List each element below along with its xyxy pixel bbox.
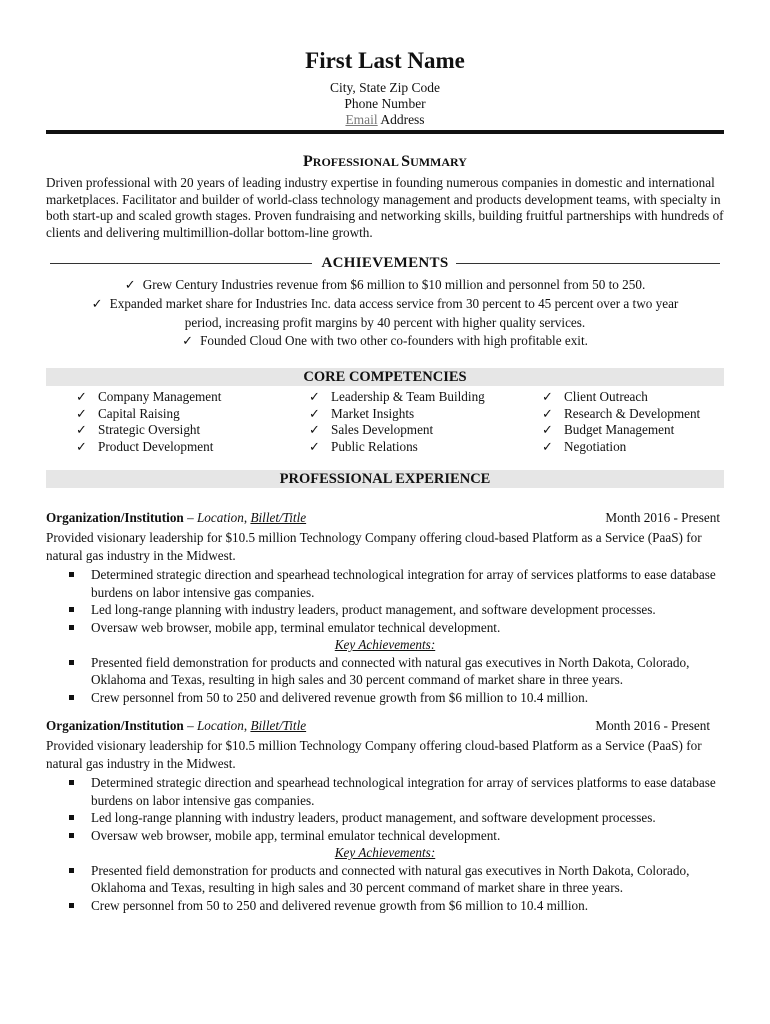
competencies-column-3 (542, 389, 700, 455)
checkmark-icon: ✓ (182, 333, 194, 348)
list-item: Determined strategic direction and spearhead technological integration for array of services platforms to ease database burdens on labor intensive gas companies. (46, 774, 724, 809)
competency-item: ✓ Research & Development (542, 405, 701, 421)
square-bullet-icon (69, 868, 74, 873)
checkmark-icon: ✓ (76, 405, 88, 421)
checkmark-icon: ✓ (309, 438, 321, 454)
achievement-item-continuation: period, increasing profit margins by 40 percent with higher quality services. (184, 315, 586, 330)
checkmark-icon: ✓ (542, 422, 554, 437)
email-line (46, 112, 724, 128)
job-organization: Organization/Institution (46, 718, 184, 733)
square-bullet-icon (69, 815, 74, 820)
key-achievements-label: Key Achievements: (334, 637, 436, 652)
achievement-item: ✓ Grew Century Industries revenue from $6 million to $10 million and personnel from 50 to 250. (46, 276, 724, 295)
checkmark-icon: ✓ (542, 438, 554, 454)
competency-item: ✓ Company Management (76, 389, 222, 404)
address-line: City, State Zip Code (329, 80, 441, 95)
header-divider (46, 130, 724, 134)
list-item: Led long-range planning with industry leaders, product management, and software development processes. (46, 809, 724, 827)
checkmark-icon: ✓ (124, 277, 136, 292)
square-bullet-icon (69, 625, 74, 630)
email-link[interactable]: Email (345, 112, 378, 127)
square-bullet-icon (69, 780, 74, 785)
competency-item: ✓ Capital Raising (76, 405, 180, 421)
list-item: Determined strategic direction and spearhead technological integration for array of services platforms to ease database burdens on labor intensive gas companies. (46, 566, 724, 601)
square-bullet-icon (69, 903, 74, 908)
phone-line: Phone Number (344, 96, 426, 111)
job-dates: Month 2016 - Present (595, 718, 710, 733)
job-organization: Organization/Institution (46, 510, 184, 525)
experience-heading: PROFESSIONAL EXPERIENCE (46, 470, 724, 488)
competency-item: ✓ Budget Management (542, 422, 675, 437)
competency-item: ✓ Product Development (76, 438, 214, 454)
candidate-name: First Last Name (305, 48, 465, 73)
competency-item: ✓ Strategic Oversight (76, 422, 201, 437)
list-item: Oversaw web browser, mobile app, terminal emulator technical development. (46, 827, 724, 845)
job-location: Location (196, 510, 244, 525)
competency-item: ✓ Public Relations (309, 438, 418, 454)
checkmark-icon: ✓ (542, 405, 554, 421)
competency-item: ✓ Leadership & Team Building (309, 389, 485, 404)
square-bullet-icon (69, 660, 74, 665)
checkmark-icon: ✓ (76, 438, 88, 454)
checkmark-icon: ✓ (91, 296, 103, 311)
email-rest: Address (377, 112, 425, 127)
square-bullet-icon (69, 572, 74, 577)
square-bullet-icon (69, 695, 74, 700)
checkmark-icon: ✓ (309, 389, 321, 404)
competency-item: ✓ Market Insights (309, 405, 415, 421)
job-dates: Month 2016 - Present (605, 510, 720, 525)
summary-heading: PROFESSIONAL SUMMARY (303, 153, 467, 170)
list-item: Presented field demonstration for products and connected with natural gas executives in North Dakota, Colorado, Oklahoma and Texas, resulting in high sales and 30 percent command of market share in three years. (46, 862, 724, 897)
job-description: Provided visionary leadership for $10.5 million Technology Company offering cloud-based Platform as a Service (PaaS) for natural gas industry in the Midwest. (46, 530, 702, 563)
competency-item: ✓ Sales Development (309, 422, 434, 437)
competency-item: ✓ Negotiation (542, 438, 627, 454)
achievement-item: ✓ Founded Cloud One with two other co-founders with high profitable exit. (46, 332, 724, 351)
list-item: Oversaw web browser, mobile app, terminal emulator technical development. (46, 619, 724, 637)
list-item: Crew personnel from 50 to 250 and delivered revenue growth from $6 million to 10.4 million. (46, 897, 724, 915)
job-location: Location (196, 718, 244, 733)
job-header: Organization/Institution – Location, Billet/Title Month 2016 - Present (46, 718, 710, 733)
job-bullets (46, 566, 724, 706)
achievements-header (46, 254, 724, 274)
competencies-column-1 (76, 389, 221, 455)
achievements-heading: ACHIEVEMENTS (321, 255, 449, 271)
job-bullets (46, 774, 724, 914)
competencies-heading: CORE COMPETENCIES (46, 368, 724, 386)
list-item: Crew personnel from 50 to 250 and delivered revenue growth from $6 million to 10.4 million. (46, 689, 724, 707)
competency-item: ✓ Client Outreach (542, 389, 648, 404)
list-item: Led long-range planning with industry leaders, product management, and software development processes. (46, 601, 724, 619)
list-item: Presented field demonstration for products and connected with natural gas executives in North Dakota, Colorado, Oklahoma and Texas, resulting in high sales and 30 percent command of market share in three years. (46, 654, 724, 689)
job-title-link[interactable]: Billet/Title (250, 510, 307, 525)
achievement-item: ✓ Expanded market share for Industries Inc. data access service from 30 percent to 45 percent over a two year (46, 295, 724, 314)
square-bullet-icon (69, 833, 74, 838)
job-title-link[interactable]: Billet/Title (250, 718, 307, 733)
job-description: Provided visionary leadership for $10.5 million Technology Company offering cloud-based Platform as a Service (PaaS) for natural gas industry in the Midwest. (46, 738, 702, 771)
job-header: Organization/Institution – Location, Billet/Title Month 2016 - Present (46, 510, 720, 525)
summary-text: Driven professional with 20 years of leading industry expertise in founding numerous companies in domestic and international marketplaces. Facilitator and builder of world-class technology management and products development teams, with specialty in both start-up and scaled growth stages. Proven fundraising and networking skills, building fruitful partnerships with hundreds of clients and delivering multimillion-dollar bottom-line growth. (46, 175, 724, 240)
checkmark-icon: ✓ (309, 405, 321, 421)
competencies-column-2 (309, 389, 485, 455)
square-bullet-icon (69, 607, 74, 612)
key-achievements-label: Key Achievements: (334, 845, 436, 860)
checkmark-icon: ✓ (76, 389, 88, 404)
checkmark-icon: ✓ (76, 422, 88, 437)
checkmark-icon: ✓ (542, 389, 554, 404)
checkmark-icon: ✓ (309, 422, 321, 437)
